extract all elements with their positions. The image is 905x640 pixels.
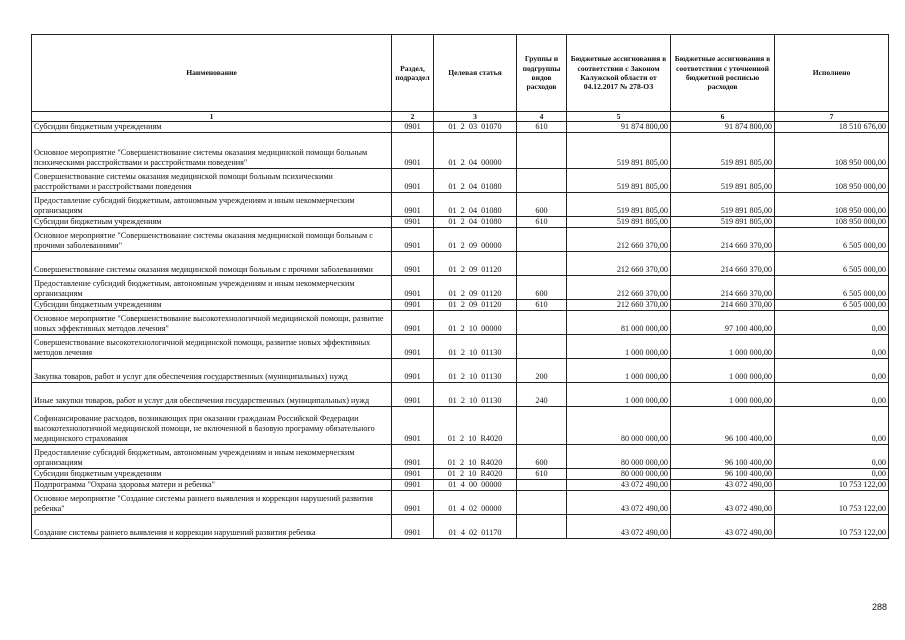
cell-group: 240 [517, 383, 567, 407]
cell-executed: 18 510 676,00 [775, 122, 889, 133]
table-row [32, 491, 889, 515]
cell-target: 01 2 03 01070 [434, 122, 517, 133]
cell-executed: 6 505 000,00 [775, 228, 889, 252]
cell-law: 519 891 805,00 [567, 169, 671, 193]
table-row [32, 169, 889, 193]
cell-target: 01 2 09 01120 [434, 252, 517, 276]
cell-executed: 108 950 000,00 [775, 217, 889, 228]
table-row [32, 311, 889, 335]
header-law: Бюджетные ассигнования в соответствии с Законом Калужской области от 04.12.2017 № 278-ОЗ [567, 35, 671, 112]
cell-group [517, 252, 567, 276]
cell-section: 0901 [392, 276, 434, 300]
table-row [32, 276, 889, 300]
cell-group [517, 515, 567, 539]
cell-executed: 0,00 [775, 445, 889, 469]
cell-updated: 519 891 805,00 [671, 217, 775, 228]
table-row [32, 515, 889, 539]
cell-group [517, 133, 567, 169]
cell-law: 212 660 370,00 [567, 276, 671, 300]
column-number-row [32, 112, 889, 122]
cell-target: 01 2 10 01130 [434, 335, 517, 359]
header-group: Группы и подгруппы видов расходов [517, 35, 567, 112]
table-row [32, 122, 889, 133]
cell-law: 212 660 370,00 [567, 228, 671, 252]
cell-name: Подпрограмма "Охрана здоровья матери и ребенка" [32, 480, 392, 491]
cell-group [517, 169, 567, 193]
budget-table [31, 34, 889, 539]
cell-name: Совершенствование системы оказания медицинской помощи больным с прочими заболеваниями [32, 252, 392, 276]
table-row [32, 228, 889, 252]
cell-target: 01 2 10 R4020 [434, 469, 517, 480]
table-row [32, 445, 889, 469]
cell-name: Основное мероприятие "Совершенствование высокотехнологичной медицинской помощи, развитие новых эффективных методов лечения" [32, 311, 392, 335]
cell-section: 0901 [392, 407, 434, 445]
table-row [32, 193, 889, 217]
cell-target: 01 2 04 01080 [434, 193, 517, 217]
cell-group [517, 491, 567, 515]
cell-section: 0901 [392, 300, 434, 311]
cell-group: 610 [517, 217, 567, 228]
cell-updated: 519 891 805,00 [671, 193, 775, 217]
cell-executed: 10 753 122,00 [775, 491, 889, 515]
cell-group: 610 [517, 469, 567, 480]
cell-name: Основное мероприятие "Совершенствование системы оказания медицинской помощи больным психическими расстройствами и расстройствами поведения" [32, 133, 392, 169]
table-row [32, 335, 889, 359]
cell-law: 43 072 490,00 [567, 480, 671, 491]
cell-group [517, 228, 567, 252]
table-row [32, 359, 889, 383]
header-name: Наименование [32, 35, 392, 112]
table-row [32, 252, 889, 276]
cell-updated: 96 100 400,00 [671, 445, 775, 469]
table-row [32, 383, 889, 407]
cell-target: 01 4 02 00000 [434, 491, 517, 515]
cell-law: 81 000 000,00 [567, 311, 671, 335]
cell-section: 0901 [392, 515, 434, 539]
header-section: Раздел, подраздел [392, 35, 434, 112]
cell-name: Софинансирование расходов, возникающих при оказании гражданам Российской Федерации высокотехнологичной медицинской помощи, не включенной в базовую программу обязательного медицинского страхования [32, 407, 392, 445]
column-number: 3 [434, 112, 517, 122]
cell-target: 01 2 09 01120 [434, 276, 517, 300]
cell-executed: 108 950 000,00 [775, 193, 889, 217]
header-target: Целевая статья [434, 35, 517, 112]
cell-name: Совершенствование высокотехнологичной медицинской помощи, развитие новых эффективных методов лечения [32, 335, 392, 359]
column-number: 4 [517, 112, 567, 122]
cell-section: 0901 [392, 359, 434, 383]
cell-section: 0901 [392, 217, 434, 228]
cell-updated: 97 100 400,00 [671, 311, 775, 335]
cell-name: Предоставление субсидий бюджетным, автономным учреждениям и иным некоммерческим организациям [32, 445, 392, 469]
cell-section: 0901 [392, 445, 434, 469]
cell-name: Субсидии бюджетным учреждениям [32, 469, 392, 480]
column-number: 6 [671, 112, 775, 122]
column-number: 7 [775, 112, 889, 122]
cell-law: 212 660 370,00 [567, 300, 671, 311]
cell-group [517, 335, 567, 359]
cell-group: 600 [517, 193, 567, 217]
cell-target: 01 2 09 01120 [434, 300, 517, 311]
cell-law: 212 660 370,00 [567, 252, 671, 276]
cell-name: Закупка товаров, работ и услуг для обеспечения государственных (муниципальных) нужд [32, 359, 392, 383]
cell-target: 01 4 02 01170 [434, 515, 517, 539]
cell-executed: 0,00 [775, 383, 889, 407]
table-row [32, 480, 889, 491]
cell-law: 519 891 805,00 [567, 133, 671, 169]
cell-name: Субсидии бюджетным учреждениям [32, 217, 392, 228]
cell-section: 0901 [392, 480, 434, 491]
cell-executed: 108 950 000,00 [775, 169, 889, 193]
column-number: 5 [567, 112, 671, 122]
cell-updated: 519 891 805,00 [671, 133, 775, 169]
cell-updated: 1 000 000,00 [671, 359, 775, 383]
cell-group: 600 [517, 445, 567, 469]
cell-executed: 0,00 [775, 407, 889, 445]
cell-law: 1 000 000,00 [567, 335, 671, 359]
cell-law: 519 891 805,00 [567, 193, 671, 217]
cell-group: 200 [517, 359, 567, 383]
cell-law: 91 874 800,00 [567, 122, 671, 133]
cell-name: Субсидии бюджетным учреждениям [32, 122, 392, 133]
cell-updated: 91 874 800,00 [671, 122, 775, 133]
cell-group: 610 [517, 122, 567, 133]
cell-target: 01 2 10 01130 [434, 359, 517, 383]
cell-name: Основное мероприятие "Создание системы раннего выявления и коррекции нарушений развития ребенка" [32, 491, 392, 515]
cell-group: 610 [517, 300, 567, 311]
column-number: 2 [392, 112, 434, 122]
cell-updated: 214 660 370,00 [671, 228, 775, 252]
cell-executed: 6 505 000,00 [775, 252, 889, 276]
cell-name: Субсидии бюджетным учреждениям [32, 300, 392, 311]
cell-target: 01 2 10 01130 [434, 383, 517, 407]
cell-law: 43 072 490,00 [567, 491, 671, 515]
cell-name: Совершенствование системы оказания медицинской помощи больным психическими расстройствами и расстройствами поведения [32, 169, 392, 193]
cell-section: 0901 [392, 193, 434, 217]
cell-updated: 43 072 490,00 [671, 491, 775, 515]
table-row [32, 217, 889, 228]
cell-target: 01 2 10 R4020 [434, 407, 517, 445]
cell-updated: 1 000 000,00 [671, 335, 775, 359]
cell-section: 0901 [392, 469, 434, 480]
cell-section: 0901 [392, 335, 434, 359]
cell-law: 80 000 000,00 [567, 469, 671, 480]
cell-target: 01 2 04 01080 [434, 169, 517, 193]
cell-name: Предоставление субсидий бюджетным, автономным учреждениям и иным некоммерческим организациям [32, 193, 392, 217]
cell-section: 0901 [392, 122, 434, 133]
cell-section: 0901 [392, 252, 434, 276]
cell-group [517, 407, 567, 445]
table-row [32, 133, 889, 169]
cell-law: 80 000 000,00 [567, 445, 671, 469]
cell-updated: 519 891 805,00 [671, 169, 775, 193]
cell-executed: 0,00 [775, 469, 889, 480]
page-number: 288 [871, 602, 887, 612]
table-row [32, 469, 889, 480]
header-updated: Бюджетные ассигнования в соответствии с уточненной бюджетной росписью расходов [671, 35, 775, 112]
cell-updated: 43 072 490,00 [671, 480, 775, 491]
cell-section: 0901 [392, 169, 434, 193]
cell-target: 01 2 04 01080 [434, 217, 517, 228]
cell-law: 1 000 000,00 [567, 359, 671, 383]
cell-executed: 10 753 122,00 [775, 515, 889, 539]
cell-target: 01 4 00 00000 [434, 480, 517, 491]
cell-executed: 10 753 122,00 [775, 480, 889, 491]
cell-group: 600 [517, 276, 567, 300]
cell-executed: 108 950 000,00 [775, 133, 889, 169]
table-body [32, 122, 889, 539]
cell-updated: 96 100 400,00 [671, 469, 775, 480]
column-number: 1 [32, 112, 392, 122]
cell-updated: 43 072 490,00 [671, 515, 775, 539]
cell-target: 01 2 09 00000 [434, 228, 517, 252]
cell-section: 0901 [392, 311, 434, 335]
cell-section: 0901 [392, 133, 434, 169]
cell-updated: 1 000 000,00 [671, 383, 775, 407]
cell-section: 0901 [392, 228, 434, 252]
cell-executed: 6 505 000,00 [775, 300, 889, 311]
cell-updated: 214 660 370,00 [671, 252, 775, 276]
header-row [32, 35, 889, 112]
cell-group [517, 311, 567, 335]
header-executed: Исполнено [775, 35, 889, 112]
cell-law: 80 000 000,00 [567, 407, 671, 445]
table-row [32, 300, 889, 311]
cell-target: 01 2 04 00000 [434, 133, 517, 169]
cell-executed: 0,00 [775, 335, 889, 359]
cell-target: 01 2 10 00000 [434, 311, 517, 335]
cell-executed: 0,00 [775, 359, 889, 383]
cell-executed: 6 505 000,00 [775, 276, 889, 300]
cell-updated: 96 100 400,00 [671, 407, 775, 445]
cell-law: 43 072 490,00 [567, 515, 671, 539]
cell-name: Иные закупки товаров, работ и услуг для обеспечения государственных (муниципальных) нужд [32, 383, 392, 407]
table-row [32, 407, 889, 445]
cell-name: Создание системы раннего выявления и коррекции нарушений развития ребенка [32, 515, 392, 539]
cell-law: 519 891 805,00 [567, 217, 671, 228]
cell-section: 0901 [392, 491, 434, 515]
cell-executed: 0,00 [775, 311, 889, 335]
cell-updated: 214 660 370,00 [671, 276, 775, 300]
cell-law: 1 000 000,00 [567, 383, 671, 407]
cell-target: 01 2 10 R4020 [434, 445, 517, 469]
cell-name: Основное мероприятие "Совершенствование системы оказания медицинской помощи больным с прочими заболеваниями" [32, 228, 392, 252]
cell-updated: 214 660 370,00 [671, 300, 775, 311]
cell-name: Предоставление субсидий бюджетным, автономным учреждениям и иным некоммерческим организациям [32, 276, 392, 300]
cell-group [517, 480, 567, 491]
cell-section: 0901 [392, 383, 434, 407]
